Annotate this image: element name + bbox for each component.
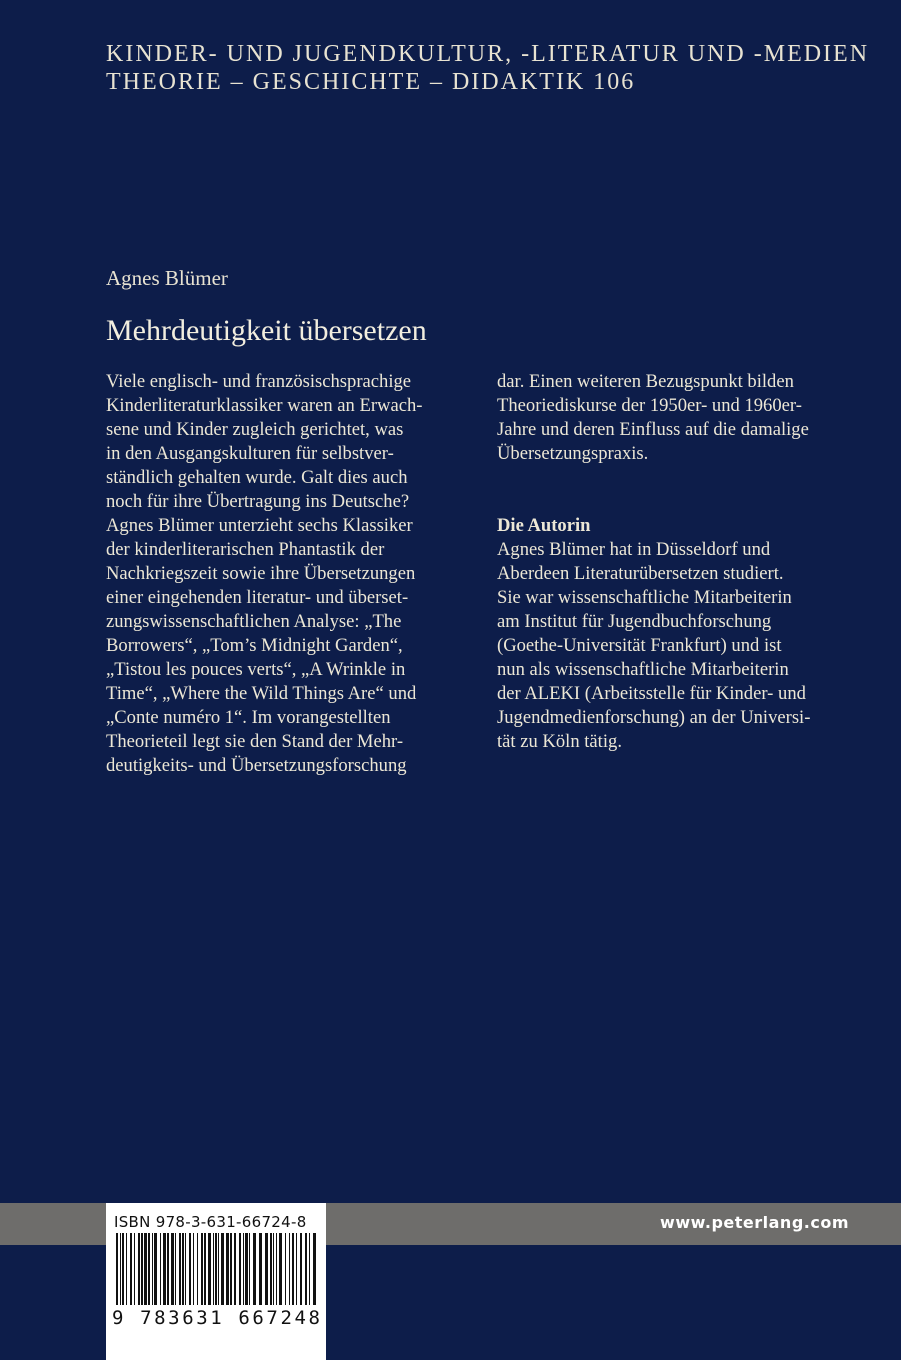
publisher-website[interactable]: www.peterlang.com	[660, 1213, 849, 1232]
blurb-line: der kinderliterarischen Phantastik der	[106, 539, 385, 560]
blurb-line: sene und Kinder zugleich gerichtet, was	[106, 419, 404, 440]
series-line-2: THEORIE – GESCHICHTE – DIDAKTIK 106	[106, 69, 636, 95]
blurb-line: Nachkriegszeit sowie ihre Übersetzungen	[106, 563, 416, 584]
isbn-barcode-box	[106, 1203, 326, 1360]
blurb-continued-line: dar. Einen weiteren Bezugspunkt bilden	[497, 371, 794, 392]
series-title	[106, 40, 869, 96]
bio-line: nun als wissenschaftliche Mitarbeiterin	[497, 659, 789, 680]
bio-line: Sie war wissenschaftliche Mitarbeiterin	[497, 587, 792, 608]
blurb-continued-line: Theoriediskurse der 1950er- und 1960er-	[497, 395, 802, 416]
blurb-continued-line: Jahre und deren Einfluss auf die damalige	[497, 419, 809, 440]
book-title: Mehrdeutigkeit übersetzen	[106, 314, 427, 347]
author-name: Agnes Blümer	[106, 266, 228, 290]
blurb-line: ständlich gehalten wurde. Galt dies auch	[106, 467, 408, 488]
barcode-icon	[114, 1233, 318, 1305]
blurb-line: Borrowers“, „Tom’s Midnight Garden“,	[106, 635, 403, 656]
isbn-label: ISBN 978-3-631-66724-8	[114, 1213, 307, 1231]
bio-heading: Die Autorin	[497, 515, 591, 536]
blurb-paragraph	[106, 370, 466, 778]
blurb-line: in den Ausgangskulturen für selbstver-	[106, 443, 394, 464]
bio-line: tät zu Köln tätig.	[497, 731, 622, 752]
blurb-line: deutigkeits- und Übersetzungsforschung	[106, 755, 407, 776]
blurb-column-left	[106, 370, 466, 778]
blurb-line: zungswissenschaftlichen Analyse: „The	[106, 611, 402, 632]
blurb-line: Agnes Blümer unterzieht sechs Klassiker	[106, 515, 413, 536]
bio-line: Aberdeen Literaturübersetzen studiert.	[497, 563, 784, 584]
blurb-column-right	[497, 370, 857, 754]
bio-line: der ALEKI (Arbeitsstelle für Kinder- und	[497, 683, 806, 704]
bio-line: Agnes Blümer hat in Düsseldorf und	[497, 539, 771, 560]
blurb-line: noch für ihre Übertragung ins Deutsche?	[106, 491, 410, 512]
bio-paragraph	[497, 538, 857, 754]
blurb-line: Viele englisch- und französischsprachige	[106, 371, 412, 392]
blurb-line: Time“, „Where the Wild Things Are“ und	[106, 683, 417, 704]
blurb-line: einer eingehenden literatur- und überset-	[106, 587, 409, 608]
blurb-continued-line: Übersetzungspraxis.	[497, 443, 649, 464]
bio-line: (Goethe-Universität Frankfurt) und ist	[497, 635, 782, 656]
series-line-1: KINDER- UND JUGENDKULTUR, -LITERATUR UND -MEDIEN	[106, 41, 870, 67]
blurb-line: „Conte numéro 1“. Im vorangestellten	[106, 707, 391, 728]
blurb-line: Kinderliteraturklassiker waren an Erwach-	[106, 395, 423, 416]
bio-line: am Institut für Jugendbuchforschung	[497, 611, 772, 632]
barcode-digits: 9 783631 667248	[112, 1307, 323, 1329]
blurb-line: „Tistou les pouces verts“, „A Wrinkle in	[106, 659, 406, 680]
blurb-continued	[497, 370, 857, 466]
blurb-line: Theorieteil legt sie den Stand der Mehr-	[106, 731, 404, 752]
bio-line: Jugendmedienforschung) an der Universi-	[497, 707, 811, 728]
